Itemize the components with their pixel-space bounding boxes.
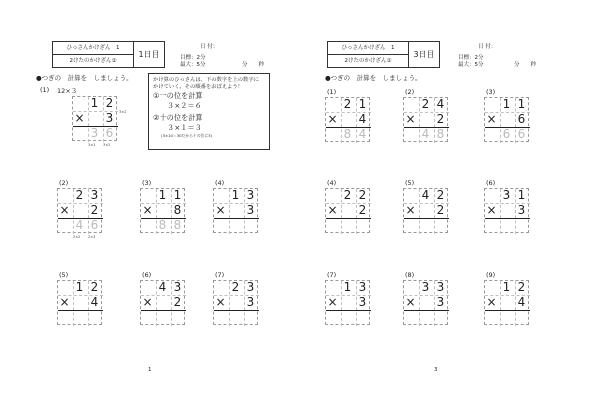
worksheet-title: ひっさんかけざん 1	[53, 42, 134, 55]
digit-cell	[57, 188, 72, 203]
digit-cell: 3	[517, 203, 526, 217]
digit-cell: 4	[436, 97, 445, 111]
answer-cell[interactable]	[433, 218, 448, 233]
digit-cell	[499, 203, 514, 218]
digit-cell: 4	[158, 280, 167, 294]
digit-cell: 8	[173, 203, 182, 217]
digit-cell	[325, 188, 340, 203]
digit-cell: 3	[246, 203, 255, 217]
digit-cell	[484, 280, 499, 295]
answer-hint-digit: 8	[173, 218, 182, 232]
page-number: 3	[434, 367, 438, 373]
answer-hint-digit: 6	[517, 127, 526, 141]
digit-cell	[418, 295, 433, 310]
digit-cell	[340, 203, 355, 218]
digit-cell: 2	[421, 97, 430, 111]
answer-cell[interactable]	[228, 310, 243, 325]
digit-cell	[57, 280, 72, 295]
digit-cell: 1	[90, 96, 99, 110]
problem-grid	[325, 280, 370, 325]
digit-cell	[340, 112, 355, 127]
answer-cell[interactable]	[170, 310, 185, 325]
answer-cell[interactable]	[355, 218, 370, 233]
digit-cell: 1	[517, 97, 526, 111]
problem-label: (1)	[327, 88, 337, 96]
answer-cell[interactable]	[228, 218, 243, 233]
date-label: 日 付：	[478, 44, 497, 50]
digit-cell: 3	[421, 280, 430, 294]
problem-label: (5)	[59, 271, 69, 279]
worksheet-page-3	[300, 0, 600, 400]
digit-cell: 2	[517, 280, 526, 294]
digit-cell: 2	[343, 188, 352, 202]
digit-cell: 1	[517, 188, 526, 202]
problem-grid	[57, 188, 102, 233]
answer-hint-digit: 6	[502, 127, 511, 141]
multiply-sign: ×	[405, 295, 416, 309]
digit-cell: 1	[502, 280, 511, 294]
digit-cell: 1	[502, 97, 511, 111]
explanation-box	[148, 73, 270, 150]
digit-cell	[155, 295, 170, 310]
target-time: 目標：2分	[180, 55, 206, 61]
digit-cell	[403, 280, 418, 295]
explain-step-2-equation: ３×１＝３	[167, 123, 202, 132]
answer-cell[interactable]	[514, 310, 529, 325]
multiply-sign: ×	[215, 203, 226, 217]
problem-grid	[140, 280, 185, 325]
problem-label: (4)	[215, 179, 225, 187]
digit-cell	[403, 188, 418, 203]
answer-cell[interactable]	[140, 310, 155, 325]
digit-cell: 3	[436, 295, 445, 309]
answer-hint-digit: 4	[358, 127, 367, 141]
instruction-text: ●つぎの 計算を しましょう。	[325, 74, 422, 82]
problem-label: (9)	[486, 271, 496, 279]
digit-cell: 2	[90, 280, 99, 294]
digit-cell	[418, 203, 433, 218]
multiply-sign: ×	[486, 112, 497, 126]
multiply-sign: ×	[59, 203, 70, 217]
digit-cell: 3	[436, 280, 445, 294]
answer-cell[interactable]	[72, 310, 87, 325]
answer-cell[interactable]	[87, 310, 102, 325]
digit-cell	[140, 280, 155, 295]
worksheet-header	[327, 41, 440, 68]
answer-cell[interactable]	[433, 310, 448, 325]
answer-cell[interactable]	[355, 310, 370, 325]
worksheet-subtitle: 2けたのかけざん①	[328, 55, 409, 67]
answer-cell[interactable]	[72, 126, 87, 141]
digit-cell: 2	[173, 295, 182, 309]
digit-cell: 1	[158, 188, 167, 202]
multiply-sign: ×	[142, 295, 153, 309]
answer-cell[interactable]	[403, 127, 418, 142]
answer-cell[interactable]	[155, 310, 170, 325]
answer-cell[interactable]	[514, 218, 529, 233]
multiply-sign: ×	[405, 112, 416, 126]
multiply-sign: ×	[327, 203, 338, 217]
answer-cell[interactable]	[57, 218, 72, 233]
answer-cell[interactable]	[57, 310, 72, 325]
calculation-note: 3×1	[88, 143, 96, 147]
answer-hint-digit: 4	[75, 218, 84, 232]
answer-hint-digit: 8	[436, 127, 445, 141]
calculation-note: 2×2	[73, 235, 81, 239]
multiply-sign: ×	[327, 295, 338, 309]
multiply-sign: ×	[405, 203, 416, 217]
digit-cell: 6	[517, 112, 526, 126]
answer-cell[interactable]	[403, 310, 418, 325]
digit-cell	[325, 97, 340, 112]
digit-cell: 4	[517, 295, 526, 309]
problem-grid	[403, 97, 448, 142]
answer-hint-digit: 4	[421, 127, 430, 141]
explain-intro-1: かけ算のひっさんは、下の数字を上の数字に	[153, 77, 259, 83]
problem-label: (2)	[59, 179, 69, 187]
problem-grid	[213, 188, 258, 233]
problem-label: (6)	[486, 179, 496, 187]
digit-cell: 3	[173, 280, 182, 294]
digit-cell	[228, 295, 243, 310]
problem-grid	[484, 97, 529, 142]
problem-grid	[57, 280, 102, 325]
multiply-sign: ×	[142, 203, 153, 217]
answer-cell[interactable]	[403, 218, 418, 233]
day-label: 1日目	[138, 50, 160, 59]
problem-grid	[403, 280, 448, 325]
answer-hint-digit: 8	[158, 218, 167, 232]
digit-cell: 4	[421, 188, 430, 202]
max-time: 最大：5分	[458, 62, 484, 68]
digit-cell: 1	[173, 188, 182, 202]
answer-cell[interactable]	[140, 218, 155, 233]
digit-cell: 3	[358, 280, 367, 294]
digit-cell	[499, 295, 514, 310]
digit-cell	[484, 97, 499, 112]
digit-cell	[72, 295, 87, 310]
digit-cell: 3	[246, 188, 255, 202]
answer-cell[interactable]	[418, 310, 433, 325]
minutes-seconds-label: 分 秒	[514, 62, 537, 68]
digit-cell: 2	[105, 96, 114, 110]
target-time: 目標：2分	[458, 55, 484, 61]
digit-cell	[484, 188, 499, 203]
digit-cell: 2	[436, 112, 445, 126]
digit-cell	[325, 280, 340, 295]
digit-cell: 4	[90, 295, 99, 309]
explain-step-1-equation: ３×２＝６	[167, 101, 202, 110]
answer-cell[interactable]	[499, 218, 514, 233]
problem-grid	[403, 188, 448, 233]
minutes-seconds-label: 分 秒	[242, 62, 265, 68]
multiply-sign: ×	[486, 295, 497, 309]
digit-cell: 2	[75, 188, 84, 202]
problem-label: (7)	[215, 271, 225, 279]
answer-cell[interactable]	[243, 310, 258, 325]
digit-cell: 1	[358, 97, 367, 111]
digit-cell: 1	[231, 188, 240, 202]
problem-grid	[484, 188, 529, 233]
digit-cell: 1	[75, 280, 84, 294]
answer-cell[interactable]	[499, 310, 514, 325]
answer-cell[interactable]	[325, 127, 340, 142]
digit-cell: 3	[90, 188, 99, 202]
answer-hint-digit: 6	[105, 126, 114, 140]
answer-cell[interactable]	[325, 218, 340, 233]
digit-cell: 1	[343, 280, 352, 294]
answer-cell[interactable]	[213, 310, 228, 325]
digit-cell: 4	[358, 112, 367, 126]
explain-note: (3×10＝30だから十の位に3)	[161, 133, 213, 138]
date-label: 日 付：	[200, 44, 219, 50]
digit-cell	[87, 111, 102, 126]
problem-grid	[140, 188, 185, 233]
digit-cell	[72, 203, 87, 218]
answer-hint-digit: 6	[90, 218, 99, 232]
digit-cell: 3	[246, 295, 255, 309]
example-label: (1)	[40, 86, 50, 94]
answer-cell[interactable]	[243, 218, 258, 233]
digit-cell	[213, 188, 228, 203]
digit-cell	[499, 112, 514, 127]
multiply-sign: ×	[327, 112, 338, 126]
multiply-sign: ×	[215, 295, 226, 309]
answer-cell[interactable]	[340, 310, 355, 325]
example-expression: 12×３	[57, 87, 78, 95]
problem-label: (3)	[142, 179, 152, 187]
problem-label: (2)	[405, 88, 415, 96]
digit-cell: 2	[90, 203, 99, 217]
answer-cell[interactable]	[325, 310, 340, 325]
digit-cell: 3	[246, 280, 255, 294]
problem-label: (8)	[405, 271, 415, 279]
digit-cell	[155, 203, 170, 218]
digit-cell: 3	[502, 188, 511, 202]
calculation-note: 3×2	[119, 110, 127, 114]
page-number: 1	[148, 367, 152, 373]
explain-intro-2: かけていく。その順番をおぼえよう！	[153, 84, 243, 90]
digit-cell	[140, 188, 155, 203]
explain-step-2: ②十の位を計算	[153, 113, 203, 122]
digit-cell: 2	[436, 188, 445, 202]
worksheet-header	[52, 41, 165, 68]
digit-cell: 2	[358, 188, 367, 202]
digit-cell: 2	[231, 280, 240, 294]
digit-cell	[340, 295, 355, 310]
problem-label: (6)	[142, 271, 152, 279]
calculation-note: 2×3	[88, 235, 96, 239]
problem-label: (5)	[405, 179, 415, 187]
max-time: 最大：5分	[180, 62, 206, 68]
calculation-note: 3×2	[103, 143, 111, 147]
answer-cell[interactable]	[484, 218, 499, 233]
problem-label: (4)	[327, 179, 337, 187]
day-label: 3日目	[413, 50, 435, 59]
answer-hint-digit: 8	[343, 127, 352, 141]
worksheet-title: ひっさんかけざん 1	[328, 42, 409, 55]
problem-grid	[325, 97, 370, 142]
digit-cell	[403, 97, 418, 112]
explain-step-1: ①一の位を計算	[153, 91, 203, 100]
answer-cell[interactable]	[484, 127, 499, 142]
problem-label: (7)	[327, 271, 337, 279]
digit-cell: 3	[358, 295, 367, 309]
digit-cell: 2	[358, 203, 367, 217]
digit-cell	[418, 112, 433, 127]
worksheet-subtitle: 2けたのかけざん①	[53, 55, 134, 67]
digit-cell	[213, 280, 228, 295]
problem-grid	[213, 280, 258, 325]
problem-grid	[325, 188, 370, 233]
problem-grid	[484, 280, 529, 325]
digit-cell: 3	[105, 111, 114, 125]
answer-cell[interactable]	[340, 218, 355, 233]
digit-cell: 2	[343, 97, 352, 111]
answer-hint-digit: 3	[90, 126, 99, 140]
answer-cell[interactable]	[484, 310, 499, 325]
digit-cell	[72, 96, 87, 111]
instruction-text: ●つぎの 計算を しましょう。	[36, 74, 133, 82]
multiply-sign: ×	[486, 203, 497, 217]
digit-cell	[228, 203, 243, 218]
answer-cell[interactable]	[213, 218, 228, 233]
digit-cell: 2	[436, 203, 445, 217]
multiply-sign: ×	[74, 111, 85, 125]
problem-grid	[72, 96, 117, 141]
problem-label: (3)	[486, 88, 496, 96]
answer-cell[interactable]	[418, 218, 433, 233]
multiply-sign: ×	[59, 295, 70, 309]
